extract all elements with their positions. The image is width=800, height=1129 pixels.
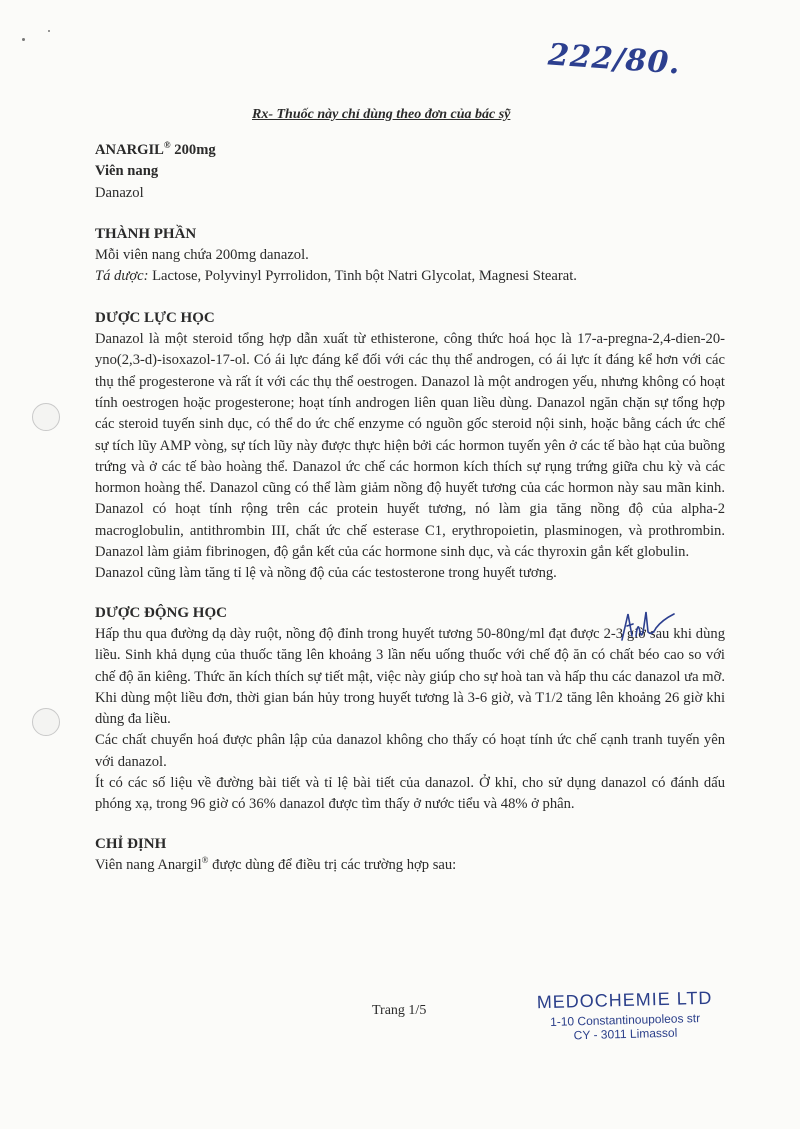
indications-line: Viên nang Anargil® được dùng để điều trị các trường hợp sau: — [95, 855, 457, 873]
composition-line: Mỗi viên nang chứa 200mg danazol. — [95, 247, 309, 264]
stamp-company: MEDOCHEMIE LTD — [536, 987, 713, 1013]
pharmacodynamics-paragraph-2: Danazol cũng làm tăng tỉ lệ và nồng độ của các testosterone trong huyết tương. — [95, 565, 557, 582]
pharmacokinetics-paragraph-3: Ít có các số liệu về đường bài tiết và tỉ lệ bài tiết của danazol. Ở khỉ, cho sử dụng danazol có đánh dấu phóng xạ, trong 96 giờ có 36% danazol được tìm thấy ở nước tiểu và 48% ở phân. — [95, 775, 725, 813]
document-body — [95, 140, 725, 876]
initials-signature-icon — [618, 606, 688, 646]
indications-heading: CHỈ ĐỊNH — [95, 835, 167, 852]
scan-speck — [22, 38, 25, 41]
excipients-line: Tá dược: Lactose, Polyvinyl Pyrrolidon, Tinh bột Natri Glycolat, Magnesi Stearat. — [95, 268, 577, 285]
pharmacodynamics-heading: DƯỢC LỰC HỌC — [95, 309, 215, 326]
company-stamp — [529, 988, 720, 1044]
pharmacokinetics-paragraph: Hấp thu qua đường dạ dày ruột, nồng độ đỉnh trong huyết tương 50-80ng/ml đạt được 2-3 giờ sau khi dùng liều. Sinh khả dụng của thuốc tăng lên khoảng 3 lần nếu uống thuốc với chế độ ăn có chất béo cao so với chế độ ăn kiêng. Thức ăn kích thích sự tiết mật, việc này giúp cho sự hoà tan và hấp thu các danazol ưa mỡ. Khi dùng một liều đơn, thời gian bán hủy trong huyết tương là 3-6 giờ, và T1/2 tăng lên khoảng 26 giờ khi dùng đa liều. — [95, 625, 725, 728]
dosage-form: Viên nang — [95, 163, 159, 180]
stamp-address-2: CY - 3011 Limassol — [573, 1025, 678, 1043]
handwritten-number: 222/80. — [546, 37, 682, 82]
pharmacokinetics-paragraph-2: Các chất chuyển hoá được phân lập của danazol không cho thấy có hoạt tính ức chế cạnh tranh tuyến yên với danazol. — [95, 732, 725, 770]
stamp-address-1: 1-10 Constantinoupoleos str — [549, 1011, 701, 1029]
pharmacodynamics-paragraph: Danazol là một steroid tổng hợp dẫn xuất từ ethisterone, công thức hoá học là 17-a-pregna-2,4-dien-20-yno(2,3-d)-isoxazol-17-ol. Có ái lực đáng kể đối với các thụ thể androgen, có ái lực ít đáng kể hơn với các thụ thể progesterone và rất ít với các thụ thể oestrogen. Danazol là một androgen yếu, nhưng không có hoạt tính oestrogen hoặc progesterone; hoạt tính androgen liên quan liều dùng. Danazol ngăn chặn sự tổng hợp các steroid tuyến sinh dục, có thể do ức chế enzyme có nguồn gốc steroid nội sinh, hoặc bằng cách ức chế sự tích lũy AMP vòng, sự tích lũy này được thực hiện bởi các hormon tuyến yên ở các tế bào hạt của buồng trứng và ở các tế bào hoàng thể. Danazol ức chế các hormon kích thích sự rụng trứng giữa chu kỳ và các hormon hoàng thể. Danazol cũng có thể làm giảm nồng độ huyết tương của các hormon này sau mãn kinh. Danazol có hoạt tính rộng trên các protein huyết tương, nó làm gia tăng nồng độ của alpha-2 macroglobulin, antithrombin III, chất ức chế esterase C1, erythropoietin, plasminogen, và prothrombin. Danazol làm giảm fibrinogen, độ gắn kết của các hormone sinh dục, và các thyroxin gắn kết globulin. — [95, 331, 725, 561]
page-number: Trang 1/5 — [372, 1003, 427, 1018]
pharmacokinetics-heading: DƯỢC ĐỘNG HỌC — [95, 604, 227, 621]
composition-heading: THÀNH PHẦN — [95, 225, 197, 242]
generic-name: Danazol — [95, 184, 144, 201]
rx-notice: Rx- Thuốc này chỉ dùng theo đơn của bác sỹ — [252, 107, 511, 122]
product-name: ANARGIL® 200mg — [95, 140, 216, 158]
punch-hole-icon — [32, 708, 60, 736]
punch-hole-icon — [32, 403, 60, 431]
scan-speck — [48, 30, 50, 32]
